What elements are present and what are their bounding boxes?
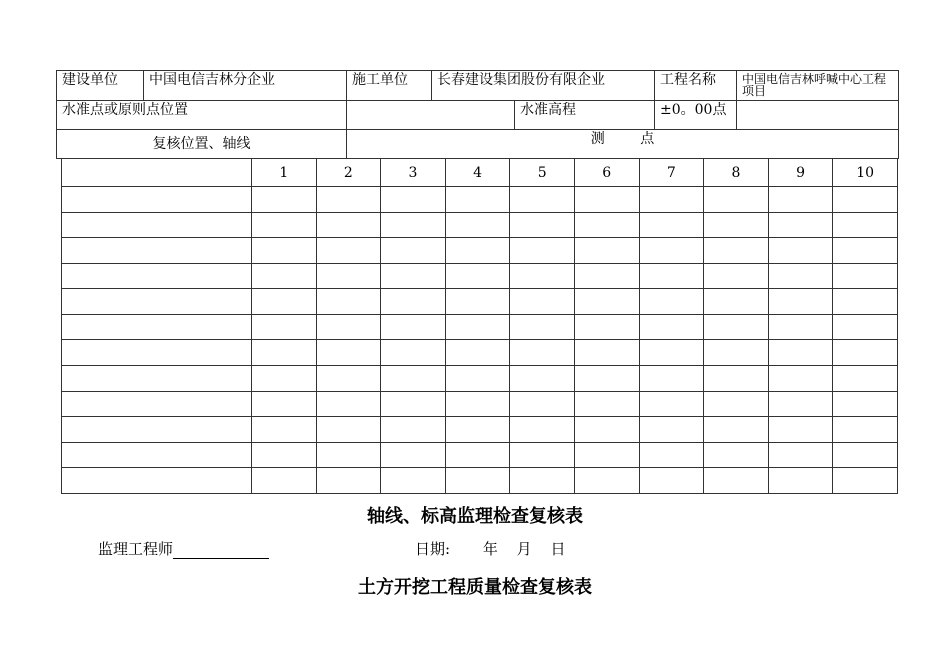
measurement-cell[interactable] [316, 442, 381, 468]
recheck-axis-label: 复核位置、轴线 [57, 130, 347, 159]
measurement-cell[interactable] [704, 340, 769, 366]
axis-position-cell[interactable] [62, 314, 252, 340]
elevation-label: 水准高程 [515, 101, 655, 130]
measurement-cell[interactable] [833, 263, 898, 289]
grid-corner-cell [62, 159, 252, 187]
measurement-cell[interactable] [445, 187, 510, 213]
measurement-cell[interactable] [704, 238, 769, 264]
measurement-cell[interactable] [833, 340, 898, 366]
measurement-cell[interactable] [833, 314, 898, 340]
measurement-cell[interactable] [704, 442, 769, 468]
form-title: 轴线、标高监理检查复核表 [367, 506, 583, 527]
engineer-signature [98, 538, 269, 559]
table-row [62, 468, 898, 494]
table-row [62, 340, 898, 366]
measurement-cell[interactable] [639, 314, 704, 340]
axis-position-cell[interactable] [62, 442, 252, 468]
measurement-cell[interactable] [639, 417, 704, 443]
measurement-cell[interactable] [639, 289, 704, 315]
measurement-cell[interactable] [833, 468, 898, 494]
measurement-cell[interactable] [704, 417, 769, 443]
project-label: 工程名称 [655, 71, 737, 101]
measurement-cell[interactable] [316, 391, 381, 417]
measurement-cell[interactable] [768, 289, 833, 315]
table-row [62, 366, 898, 392]
measurement-cell[interactable] [704, 187, 769, 213]
measurement-cell[interactable] [381, 314, 446, 340]
measurement-cell[interactable] [316, 263, 381, 289]
axis-position-cell[interactable] [62, 289, 252, 315]
measurement-cell[interactable] [510, 340, 575, 366]
measurement-cell[interactable] [768, 442, 833, 468]
point-column-header: 8 [704, 159, 769, 187]
measurement-cell[interactable] [768, 468, 833, 494]
owner-label: 建设单位 [57, 71, 144, 101]
day-label: 日 [550, 540, 566, 558]
axis-position-cell[interactable] [62, 238, 252, 264]
axis-position-cell[interactable] [62, 366, 252, 392]
point-column-header: 3 [381, 159, 446, 187]
measurement-cell[interactable] [316, 289, 381, 315]
measurement-cell[interactable] [574, 314, 639, 340]
measurement-cell[interactable] [768, 314, 833, 340]
measurement-cell[interactable] [574, 442, 639, 468]
measurement-cell[interactable] [574, 187, 639, 213]
measurement-cell[interactable] [768, 366, 833, 392]
measurement-cell[interactable] [445, 212, 510, 238]
measurement-cell[interactable] [445, 391, 510, 417]
measurement-grid [61, 158, 898, 494]
measurement-cell[interactable] [445, 366, 510, 392]
benchmark-label: 水准点或原则点位置 [57, 101, 347, 130]
table-row [62, 391, 898, 417]
measurement-cell[interactable] [833, 289, 898, 315]
measurement-cell[interactable] [252, 340, 317, 366]
measurement-cell[interactable] [445, 314, 510, 340]
measurement-cell[interactable] [510, 366, 575, 392]
measurement-cell[interactable] [574, 340, 639, 366]
measurement-cell[interactable] [381, 263, 446, 289]
measurement-cell[interactable] [381, 340, 446, 366]
measurement-cell[interactable] [833, 417, 898, 443]
measurement-cell[interactable] [381, 289, 446, 315]
measurement-cell[interactable] [510, 212, 575, 238]
measurement-cell[interactable] [768, 391, 833, 417]
measurement-cell[interactable] [381, 187, 446, 213]
measurement-cell[interactable] [252, 187, 317, 213]
measurement-cell[interactable] [639, 263, 704, 289]
measurement-cell[interactable] [381, 442, 446, 468]
measurement-cell[interactable] [381, 238, 446, 264]
measurement-cell[interactable] [445, 340, 510, 366]
point-column-header: 1 [252, 159, 317, 187]
measurement-cell[interactable] [574, 417, 639, 443]
axis-position-cell[interactable] [62, 340, 252, 366]
measurement-cell[interactable] [574, 289, 639, 315]
table-row [62, 442, 898, 468]
measurement-cell[interactable] [768, 212, 833, 238]
header-table [56, 70, 899, 159]
measurement-cell[interactable] [381, 391, 446, 417]
measurement-cell[interactable] [381, 417, 446, 443]
table-row [62, 289, 898, 315]
measure-points-label: 测 点 [347, 130, 899, 159]
measurement-cell[interactable] [639, 442, 704, 468]
zero-point-value [737, 101, 899, 130]
measurement-cell[interactable] [574, 263, 639, 289]
measurement-cell[interactable] [510, 238, 575, 264]
measurement-cell[interactable] [510, 289, 575, 315]
measurement-cell[interactable] [768, 417, 833, 443]
engineer-label: 监理工程师 [98, 540, 174, 558]
point-column-header: 2 [316, 159, 381, 187]
measurement-cell[interactable] [768, 263, 833, 289]
measurement-cell[interactable] [316, 468, 381, 494]
measurement-cell[interactable] [252, 442, 317, 468]
date-label: 日期: [415, 540, 451, 558]
measurement-cell[interactable] [833, 187, 898, 213]
measurement-cell[interactable] [381, 468, 446, 494]
measurement-cell[interactable] [252, 238, 317, 264]
table-row [62, 263, 898, 289]
measurement-cell[interactable] [833, 391, 898, 417]
measurement-cell[interactable] [833, 442, 898, 468]
measurement-cell[interactable] [639, 238, 704, 264]
point-column-header: 9 [768, 159, 833, 187]
measurement-cell[interactable] [639, 366, 704, 392]
measurement-cell[interactable] [316, 340, 381, 366]
measurement-cell[interactable] [704, 212, 769, 238]
measurement-cell[interactable] [639, 187, 704, 213]
measurement-cell[interactable] [833, 238, 898, 264]
axis-position-cell[interactable] [62, 391, 252, 417]
measurement-cell[interactable] [639, 212, 704, 238]
table-row [62, 417, 898, 443]
measurement-cell[interactable] [639, 340, 704, 366]
project-value: 中国电信吉林呼喊中心工程项目 [737, 71, 899, 101]
measurement-cell[interactable] [510, 417, 575, 443]
date-field [415, 538, 565, 559]
measurement-cell[interactable] [574, 391, 639, 417]
measurement-cell[interactable] [768, 187, 833, 213]
measurement-cell[interactable] [510, 468, 575, 494]
measurement-cell[interactable] [445, 468, 510, 494]
measurement-cell[interactable] [316, 417, 381, 443]
measurement-cell[interactable] [445, 417, 510, 443]
axis-position-cell[interactable] [62, 468, 252, 494]
point-column-header: 7 [639, 159, 704, 187]
next-form-title: 土方开挖工程质量检查复核表 [358, 577, 592, 598]
measurement-cell[interactable] [510, 263, 575, 289]
contractor-label: 施工单位 [347, 71, 432, 101]
measurement-cell[interactable] [510, 187, 575, 213]
measurement-cell[interactable] [574, 238, 639, 264]
measurement-cell[interactable] [316, 366, 381, 392]
measurement-cell[interactable] [704, 289, 769, 315]
measurement-cell[interactable] [510, 314, 575, 340]
point-column-header: 4 [445, 159, 510, 187]
measurement-cell[interactable] [252, 366, 317, 392]
point-column-header: 5 [510, 159, 575, 187]
measurement-cell[interactable] [316, 238, 381, 264]
measurement-cell[interactable] [574, 468, 639, 494]
measurement-cell[interactable] [381, 366, 446, 392]
measurement-cell[interactable] [510, 442, 575, 468]
month-label: 月 [516, 540, 532, 558]
axis-position-cell[interactable] [62, 187, 252, 213]
year-label: 年 [482, 540, 498, 558]
measurement-cell[interactable] [639, 468, 704, 494]
measurement-cell[interactable] [316, 187, 381, 213]
measurement-cell[interactable] [445, 238, 510, 264]
measurement-cell[interactable] [833, 212, 898, 238]
measurement-cell[interactable] [252, 391, 317, 417]
measurement-cell[interactable] [704, 314, 769, 340]
measurement-cell[interactable] [445, 442, 510, 468]
measurement-cell[interactable] [252, 263, 317, 289]
point-column-header: 10 [833, 159, 898, 187]
measurement-cell[interactable] [768, 238, 833, 264]
measurement-cell[interactable] [252, 212, 317, 238]
measurement-cell[interactable] [704, 366, 769, 392]
measurement-cell[interactable] [252, 289, 317, 315]
measurement-cell[interactable] [381, 212, 446, 238]
measurement-cell[interactable] [252, 417, 317, 443]
measurement-cell[interactable] [833, 366, 898, 392]
measurement-cell[interactable] [704, 391, 769, 417]
measurement-cell[interactable] [252, 468, 317, 494]
axis-position-cell[interactable] [62, 212, 252, 238]
signature-blank-line[interactable] [173, 542, 269, 559]
measurement-cell[interactable] [316, 212, 381, 238]
measurement-cell[interactable] [445, 289, 510, 315]
measurement-cell[interactable] [445, 263, 510, 289]
measurement-cell[interactable] [704, 263, 769, 289]
measurement-cell[interactable] [252, 314, 317, 340]
axis-position-cell[interactable] [62, 263, 252, 289]
measurement-cell[interactable] [510, 391, 575, 417]
measurement-cell[interactable] [639, 391, 704, 417]
table-row [62, 238, 898, 264]
point-column-header: 6 [574, 159, 639, 187]
table-row [62, 187, 898, 213]
table-row [62, 212, 898, 238]
axis-position-cell[interactable] [62, 417, 252, 443]
measurement-cell[interactable] [574, 212, 639, 238]
owner-value: 中国电信吉林分企业 [144, 71, 347, 101]
measurement-cell[interactable] [316, 314, 381, 340]
benchmark-value [347, 101, 515, 130]
measurement-cell[interactable] [768, 340, 833, 366]
contractor-value: 长春建设集团股份有限企业 [432, 71, 655, 101]
table-row [62, 314, 898, 340]
measurement-cell[interactable] [574, 366, 639, 392]
zero-point-label: ±0。00点 [655, 101, 737, 130]
measurement-cell[interactable] [704, 468, 769, 494]
